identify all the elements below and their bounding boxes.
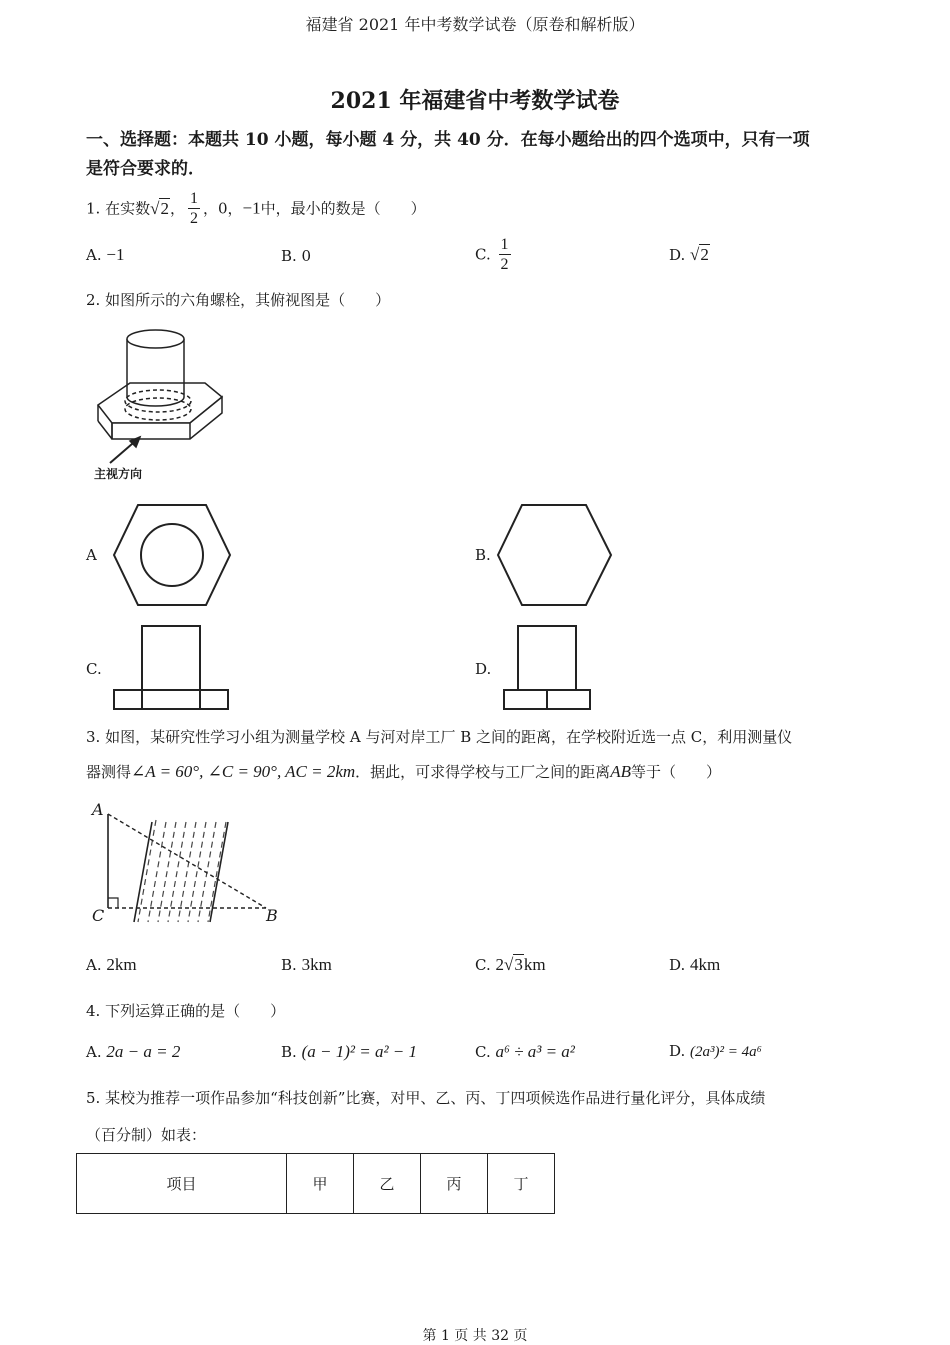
q4-option-c[interactable] [475, 1042, 575, 1062]
option-label: A. [86, 1043, 102, 1061]
table-header-row [77, 1154, 555, 1214]
option-value: (a − 1)² = a² − 1 [301, 1042, 418, 1061]
option-label: B. [475, 546, 491, 564]
section-heading-line2: 是符合要求的． [86, 159, 205, 179]
option-a-hexagon-circle [112, 504, 232, 608]
question-3-line2 [86, 761, 721, 782]
option-b-hexagon [496, 504, 614, 608]
q2-option-c[interactable] [86, 660, 102, 678]
page-footer: 第 1 页 共 32 页 [422, 1328, 528, 1344]
option-label: C. [475, 956, 491, 974]
sqrt-expression: √2 [690, 245, 709, 264]
question-1 [86, 190, 426, 229]
option-label: B. 0 [281, 247, 312, 265]
separator: ， [169, 199, 185, 218]
option-label: D. [669, 956, 686, 974]
math-expression: AB [610, 762, 631, 781]
question-number: 2. [86, 291, 101, 309]
option-label: B. [281, 1043, 297, 1061]
option-label: D. [669, 1042, 686, 1060]
q1-option-a[interactable] [86, 245, 124, 265]
score-table [76, 1153, 555, 1214]
page-header: 福建省 2021 年中考数学试卷（原卷和解析版） [305, 15, 645, 34]
option-label: A. [86, 956, 102, 974]
option-value: 2km [106, 955, 137, 974]
sqrt-expression: √3 [504, 955, 523, 974]
question-number: 4. [86, 1002, 101, 1020]
hex-bolt-figure [90, 325, 230, 485]
question-4 [86, 1000, 285, 1021]
question-text: 中，最小的数是（ ） [260, 199, 426, 218]
q2-option-d[interactable] [475, 660, 491, 678]
q4-option-d[interactable] [669, 1042, 762, 1061]
river-triangle-figure [88, 800, 288, 930]
question-text: 下列运算正确的是（ ） [105, 1002, 286, 1020]
sqrt-expression: √2 [150, 198, 169, 218]
option-value: 2a − a = 2 [106, 1042, 181, 1061]
option-value: 4km [690, 955, 721, 974]
option-value: −1 [106, 245, 125, 264]
option-value: 2 [495, 955, 504, 974]
option-label: A [86, 546, 97, 564]
question-3-line1 [86, 726, 792, 747]
option-label: C. [475, 1043, 491, 1061]
question-text: 某校为推荐一项作品参加“科技创新”比赛，对甲、乙、丙、丁四项候选作品进行量化评分，具体成绩 [105, 1089, 766, 1107]
table-header-cell: 甲 [287, 1154, 354, 1214]
option-value: (2a³)² = 4a⁶ [690, 1044, 762, 1060]
question-5-line2: （百分制）如表： [86, 1126, 207, 1144]
option-label: A. [86, 246, 102, 264]
question-number: 1. [86, 199, 101, 218]
option-c-front-view [112, 625, 230, 711]
option-label: D. [669, 246, 686, 264]
q1-option-b[interactable] [281, 247, 311, 265]
option-value: km [523, 955, 546, 974]
question-number: 3. [86, 728, 101, 746]
view-direction-label: 主视方向 [94, 467, 143, 481]
q3-option-b[interactable] [281, 955, 332, 975]
option-label: B. [281, 956, 297, 974]
q2-option-b[interactable] [475, 546, 491, 564]
table-header-cell: 丁 [488, 1154, 555, 1214]
q1-option-d[interactable] [669, 245, 710, 265]
question-text: 在实数 [105, 199, 151, 218]
question-5-line1 [86, 1087, 765, 1108]
question-text: 如图所示的六角螺栓，其俯视图是（ ） [105, 291, 391, 309]
question-2 [86, 289, 390, 310]
q3-option-c[interactable] [475, 955, 546, 975]
table-header-cell: 丙 [421, 1154, 488, 1214]
section-heading-line1: 一、选择题：本题共 10 小题，每小题 4 分，共 40 分．在每小题给出的四个选项中，只有一项 [86, 130, 810, 150]
option-d-front-view [502, 625, 592, 711]
separator: ，0， [202, 199, 243, 218]
option-label: C. [475, 245, 491, 264]
fraction: $\frac{1}{2}$ [189, 190, 198, 227]
q4-option-b[interactable] [281, 1042, 417, 1062]
option-label: D. [475, 660, 492, 678]
q4-option-a[interactable] [86, 1042, 180, 1062]
math-expression: ∠A = 60°, ∠C = 90°, AC = 2km [131, 762, 356, 781]
point-b-label: B [266, 906, 278, 925]
math-value: −1 [242, 198, 261, 218]
option-value: 3km [301, 955, 332, 974]
fraction: $\frac{1}{2}$ [500, 236, 509, 273]
question-text: 等于（ ） [630, 763, 721, 781]
point-c-label: C [92, 906, 105, 925]
question-text: 如图，某研究性学习小组为测量学校 A 与河对岸工厂 B 之间的距离，在学校附近选一点 C，利用测量仪 [105, 728, 793, 746]
option-value: a⁶ ÷ a³ = a² [495, 1042, 575, 1061]
q1-option-c[interactable] [475, 236, 514, 275]
question-text: 器测得 [86, 763, 132, 781]
table-header-cell: 项目 [77, 1154, 287, 1214]
question-text: ．据此，可求得学校与工厂之间的距离 [355, 763, 611, 781]
q2-option-a[interactable] [86, 546, 97, 564]
point-a-label: A [92, 800, 104, 819]
q3-option-d[interactable] [669, 955, 720, 975]
option-label: C. [86, 660, 102, 678]
page-title: 2021 年福建省中考数学试卷 [330, 88, 620, 114]
question-number: 5. [86, 1089, 101, 1107]
table-header-cell: 乙 [354, 1154, 421, 1214]
q3-option-a[interactable] [86, 955, 137, 975]
